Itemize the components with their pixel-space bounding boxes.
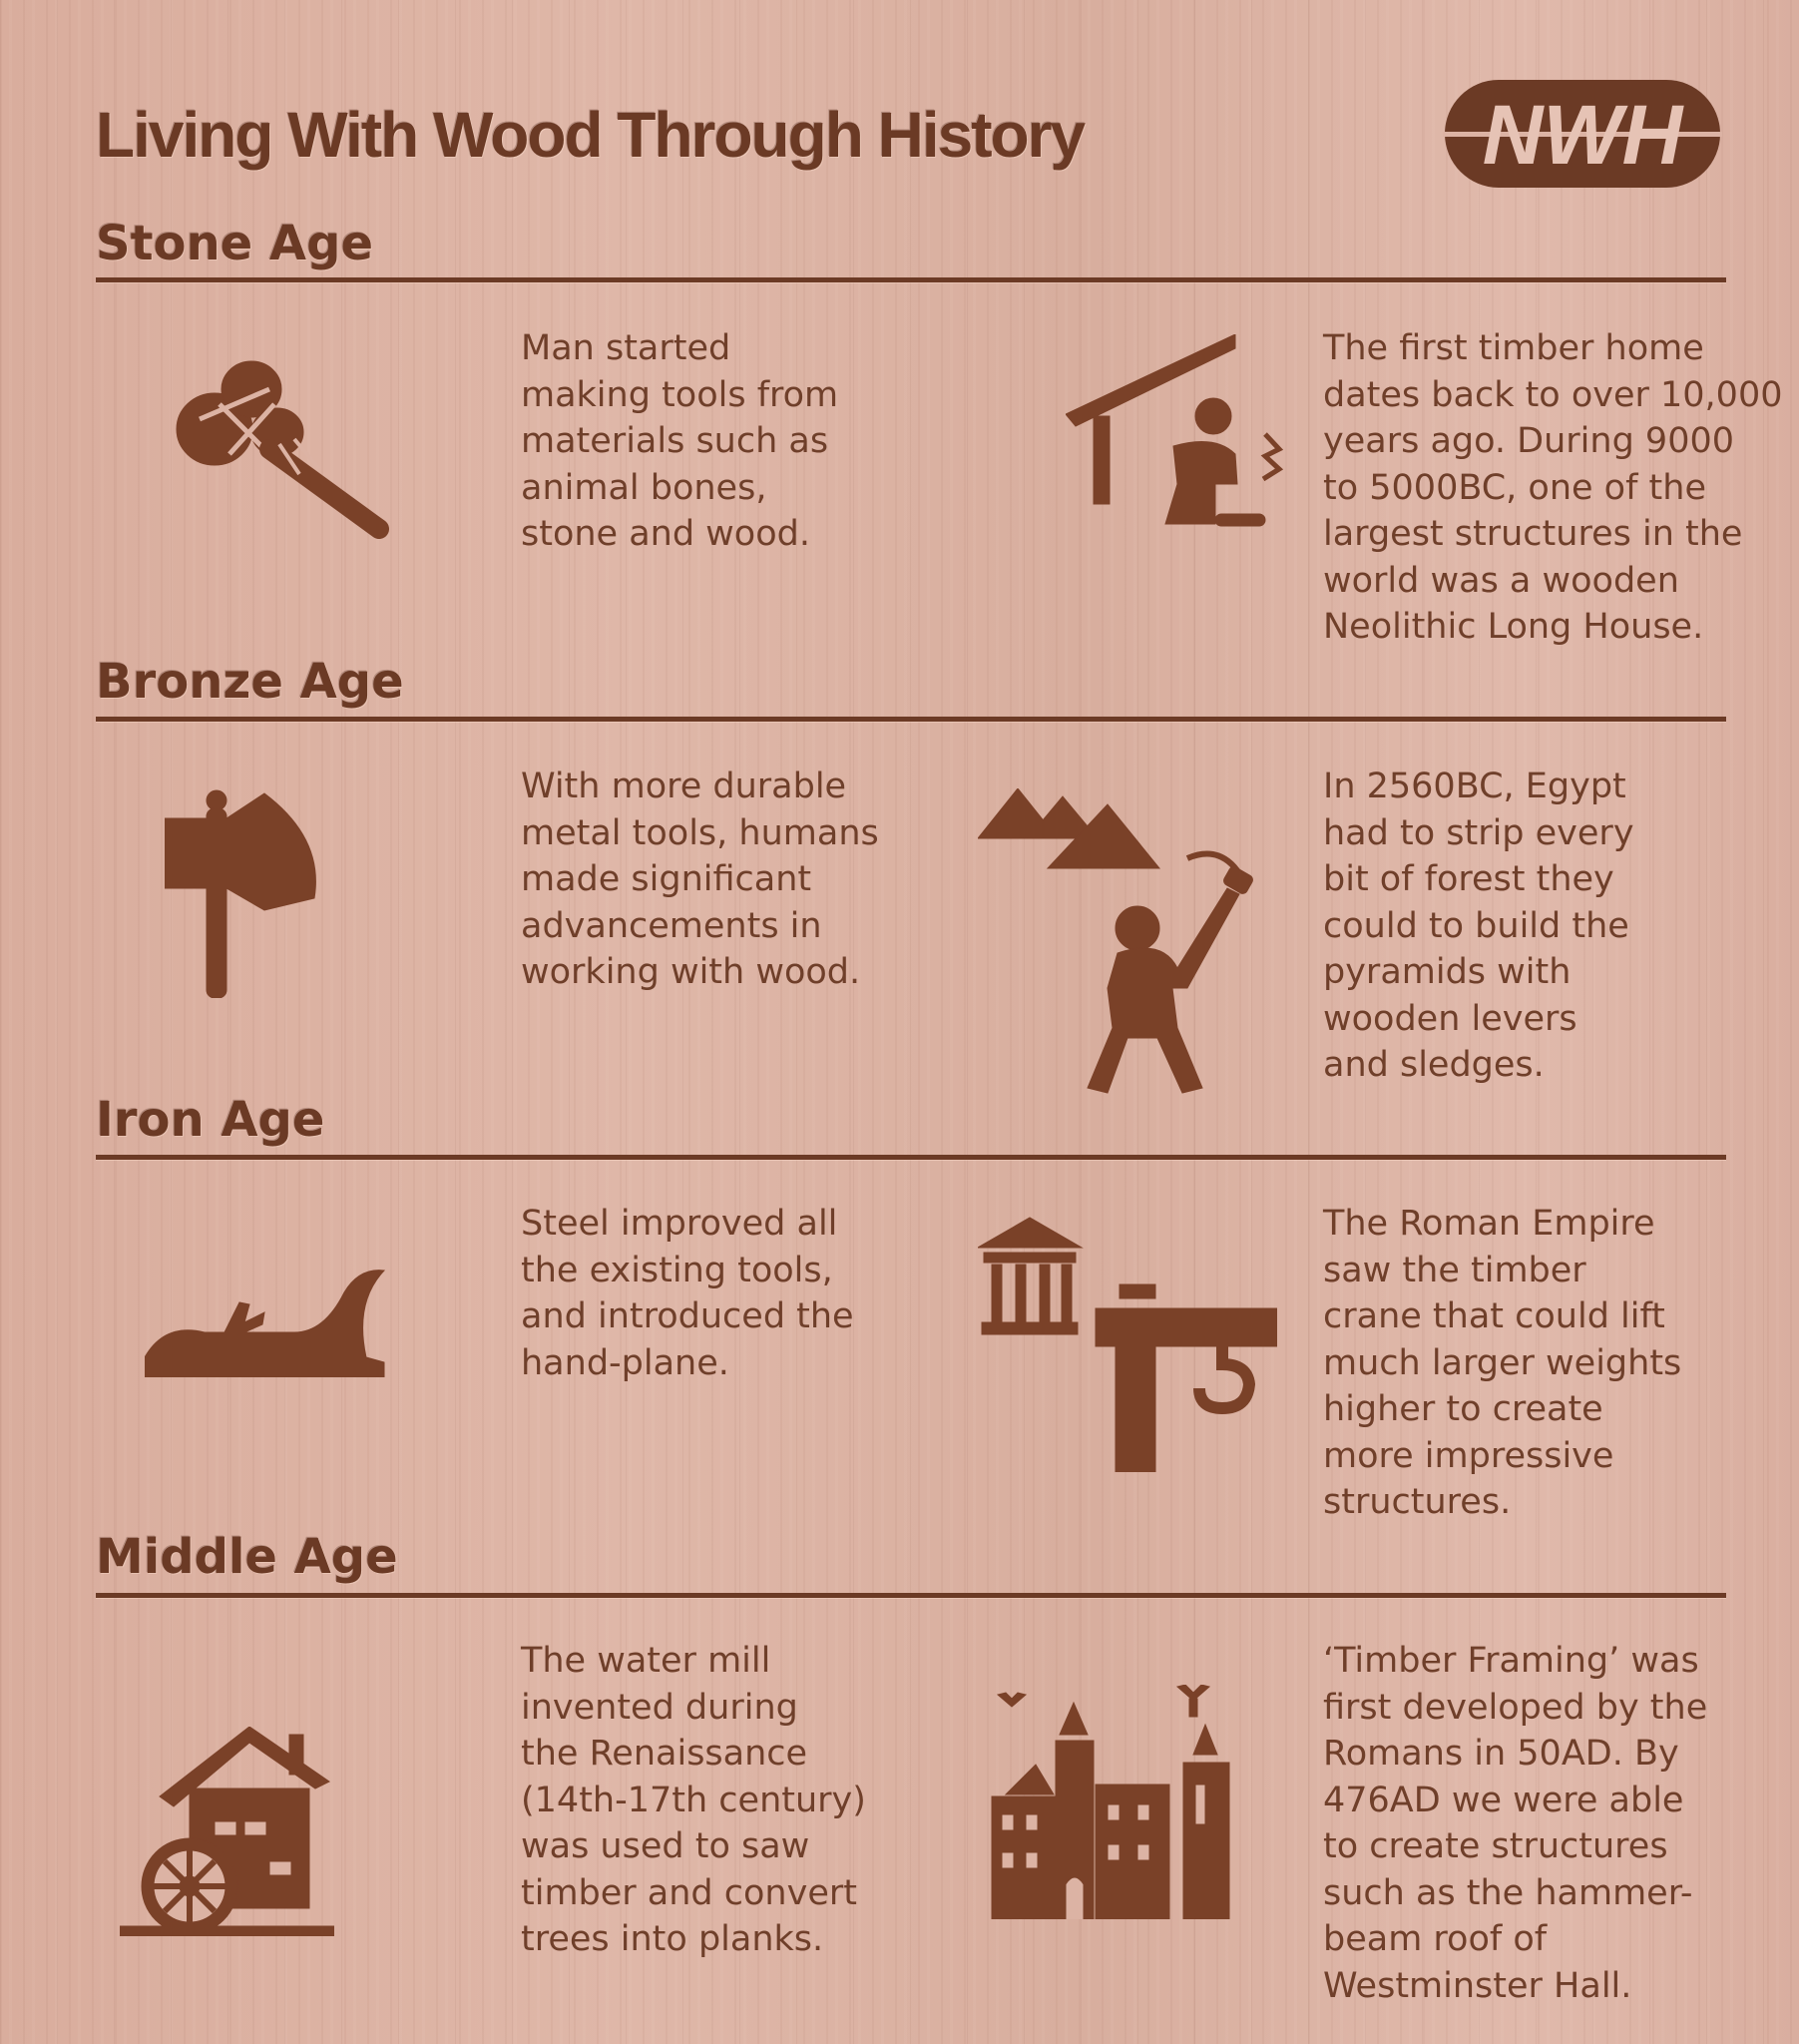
section-heading-stone-age: Stone Age [96, 216, 373, 271]
caveman-shelter-icon [1066, 334, 1285, 534]
section-divider [96, 717, 1726, 722]
timber-castle-icon [988, 1685, 1237, 1919]
bronze-age-metal-tools-text: With more durable metal tools, humans made significant advancements in working with wood. [521, 766, 879, 992]
axe-icon [165, 788, 324, 998]
iron-age-steel-text: Steel improved all the existing tools, and introduced the hand-plane. [521, 1204, 854, 1383]
section-divider [96, 1593, 1726, 1598]
middle-age-timber-framing-text: ‘Timber Framing’ was first developed by the Romans in 50AD. By 476AD we were able to create structures such as the hammer- beam roof of Westminster Hall. [1323, 1641, 1708, 2006]
middle-age-water-mill-text: The water mill invented during the Renaissance (14th-17th century) was used to saw timber and convert trees into planks. [521, 1641, 866, 1959]
section-heading-iron-age: Iron Age [96, 1092, 325, 1148]
roman-crane-icon [978, 1213, 1277, 1472]
svg-text:NWH: NWH [1482, 88, 1683, 182]
stone-hammer-icon [160, 344, 399, 544]
hand-plane-icon [145, 1263, 394, 1377]
section-divider [96, 277, 1726, 282]
section-divider [96, 1155, 1726, 1160]
section-heading-bronze-age: Bronze Age [96, 654, 404, 710]
page-title: Living With Wood Through History [96, 99, 1085, 171]
nwh-logo [1443, 78, 1722, 190]
stone-age-timber-home-text: The first timber home dates back to over 10,000 years ago. During 9000 to 5000BC, one of the largest structures in the world was a wooden Neolithic Long House. [1323, 328, 1783, 647]
water-mill-icon [120, 1727, 334, 1936]
stone-age-tools-text: Man started making tools from materials such as animal bones, stone and wood. [521, 328, 839, 554]
pyramid-worker-icon [978, 788, 1287, 1108]
iron-age-roman-crane-text: The Roman Empire saw the timber crane that could lift much larger weights higher to create more impressive structures. [1323, 1204, 1682, 1522]
section-heading-middle-age: Middle Age [96, 1529, 398, 1585]
bronze-age-egypt-text: In 2560BC, Egypt had to strip every bit of forest they could to build the pyramids with wooden levers and sledges. [1323, 766, 1634, 1085]
